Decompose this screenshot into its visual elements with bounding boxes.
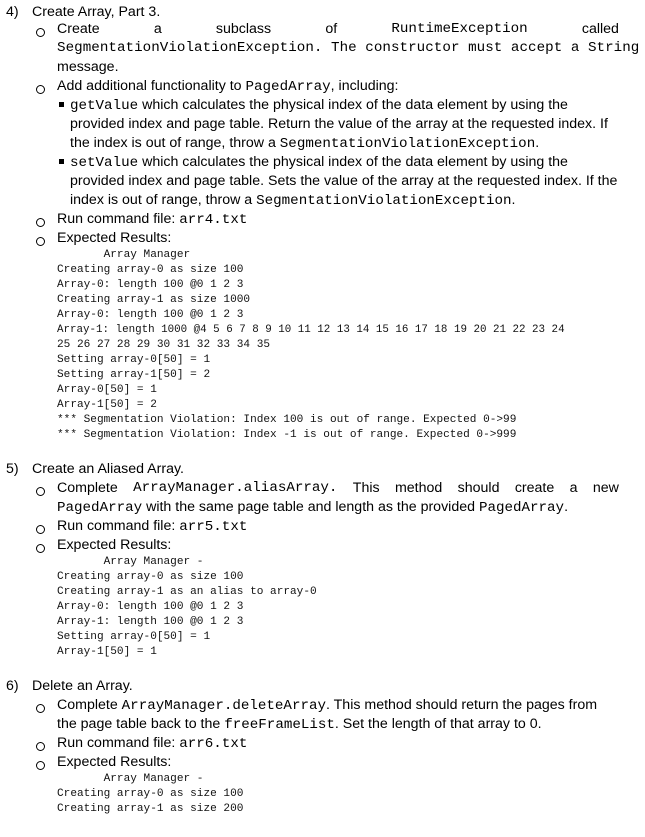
item-line (57, 211, 247, 228)
text: the page table back to the (57, 716, 225, 732)
text: the index is out of range, throw a (70, 135, 280, 151)
filename: arr5.txt (179, 519, 248, 535)
text: . (535, 135, 540, 151)
output-line: 25 26 27 28 29 30 31 32 33 34 35 (57, 339, 271, 351)
output-line: *** Segmentation Violation: Index 100 is out of range. Expected 0->99 (57, 414, 517, 426)
bullet-circle (36, 544, 45, 553)
subitem-line (70, 192, 516, 209)
output-line: Array-1[50] = 1 (57, 646, 157, 658)
output-line: Array Manager - (57, 556, 204, 568)
output-line: Array-0[50] = 1 (57, 384, 157, 396)
word: a (153, 21, 162, 37)
output-line: Setting array-1[50] = 2 (57, 369, 211, 381)
item-line (57, 21, 619, 37)
text: which calculates the physical index of the data element by using the (138, 97, 568, 113)
output-line: Creating array-1 as an alias to array-0 (57, 586, 317, 598)
section-title: Create an Aliased Array. (32, 461, 184, 477)
output-line: Array Manager (57, 249, 191, 261)
output-line: Creating array-1 as size 1000 (57, 294, 251, 306)
item-line: Expected Results: (57, 754, 172, 770)
text: Run command file: (57, 735, 180, 751)
output-line: Array-1[50] = 2 (57, 399, 157, 411)
code: freeFrameList (224, 717, 335, 733)
code: PagedArray (245, 79, 331, 95)
section-title: Create Array, Part 3. (32, 4, 161, 20)
text: . (511, 192, 516, 208)
word: method (394, 480, 443, 496)
text: which calculates the physical index of the data element by using the (138, 154, 568, 170)
output-line: Setting array-0[50] = 1 (57, 631, 211, 643)
section-number: 4) (6, 4, 19, 20)
output-line: Setting array-0[50] = 1 (57, 354, 211, 366)
output-line: Creating array-0 as size 100 (57, 571, 244, 583)
text: . Set the length of that array to 0. (334, 716, 542, 732)
item-line (57, 716, 542, 733)
code-word: ArrayManager.aliasArray. (133, 480, 338, 496)
word: create (514, 480, 555, 496)
section-number: 5) (6, 461, 19, 477)
word: Create (57, 21, 100, 37)
item-line: Expected Results: (57, 230, 172, 246)
bullet-circle (36, 525, 45, 534)
word: Complete (57, 480, 118, 496)
item-line (57, 518, 247, 535)
output-line: Array-0: length 100 @0 1 2 3 (57, 279, 244, 291)
word: of (325, 21, 338, 37)
bullet-circle (36, 218, 45, 227)
output-line: Array-1: length 100 @0 1 2 3 (57, 616, 244, 628)
subitem-line (70, 154, 568, 171)
item-line (57, 480, 619, 496)
text: . (564, 499, 569, 515)
output-line: Array-0: length 100 @0 1 2 3 (57, 601, 244, 613)
text: , including: (330, 78, 399, 94)
word: This (352, 480, 380, 496)
subitem-line (70, 97, 619, 114)
filename: arr6.txt (179, 736, 248, 752)
bullet-circle (36, 742, 45, 751)
text: with the same page table and length as the provided (142, 499, 479, 515)
output-line: *** Segmentation Violation: Index -1 is out of range. Expected 0->999 (57, 429, 517, 441)
bullet-circle (36, 85, 45, 94)
code: ArrayManager.deleteArray (121, 698, 327, 714)
bullet-circle (36, 28, 45, 37)
bullet-square (59, 102, 64, 107)
word: subclass (215, 21, 272, 37)
filename: arr4.txt (179, 212, 248, 228)
code: SegmentationViolationException (256, 193, 512, 209)
subitem-line (70, 135, 539, 152)
output-line: Array Manager - (57, 773, 204, 785)
item-line (57, 697, 619, 714)
code-word: RuntimeException (391, 21, 528, 37)
output-line: Creating array-0 as size 100 (57, 264, 244, 276)
code: PagedArray (478, 500, 565, 516)
word: a (569, 480, 578, 496)
code: SegmentationViolationException (279, 136, 536, 152)
item-line (57, 78, 398, 95)
bullet-circle (36, 237, 45, 246)
text: Run command file: (57, 518, 180, 534)
subitem-line: provided index and page table. Return the value of the array at the requested index. If (70, 116, 608, 132)
item-line (57, 499, 568, 516)
bullet-circle (36, 487, 45, 496)
subitem-line: provided index and page table. Sets the value of the array at the requested index. If the (70, 173, 618, 189)
text: Run command file: (57, 211, 180, 227)
section-title: Delete an Array. (32, 678, 133, 694)
code: PagedArray (57, 500, 143, 516)
section-number: 6) (6, 678, 19, 694)
text: Complete (57, 697, 122, 713)
item-line (57, 735, 247, 752)
item-line: Expected Results: (57, 537, 172, 553)
code: setValue (70, 155, 139, 171)
output-line: Array-0: length 100 @0 1 2 3 (57, 309, 244, 321)
bullet-circle (36, 704, 45, 713)
text: . This method should return the pages from (326, 697, 598, 713)
bullet-circle (36, 761, 45, 770)
code: getValue (70, 98, 139, 114)
word: should (457, 480, 500, 496)
text: Add additional functionality to (57, 78, 246, 94)
output-line: Creating array-1 as size 200 (57, 803, 244, 815)
word: called (581, 21, 619, 37)
item-line: message. (57, 59, 119, 75)
text: index is out of range, throw a (70, 192, 257, 208)
word: new (592, 480, 619, 496)
bullet-square (59, 159, 64, 164)
item-line: SegmentationViolationException. The constructor must accept a String (57, 40, 640, 56)
output-line: Array-1: length 1000 @4 5 6 7 8 9 10 11 12 13 14 15 16 17 18 19 20 21 22 23 24 (57, 324, 565, 336)
output-line: Creating array-0 as size 100 (57, 788, 244, 800)
